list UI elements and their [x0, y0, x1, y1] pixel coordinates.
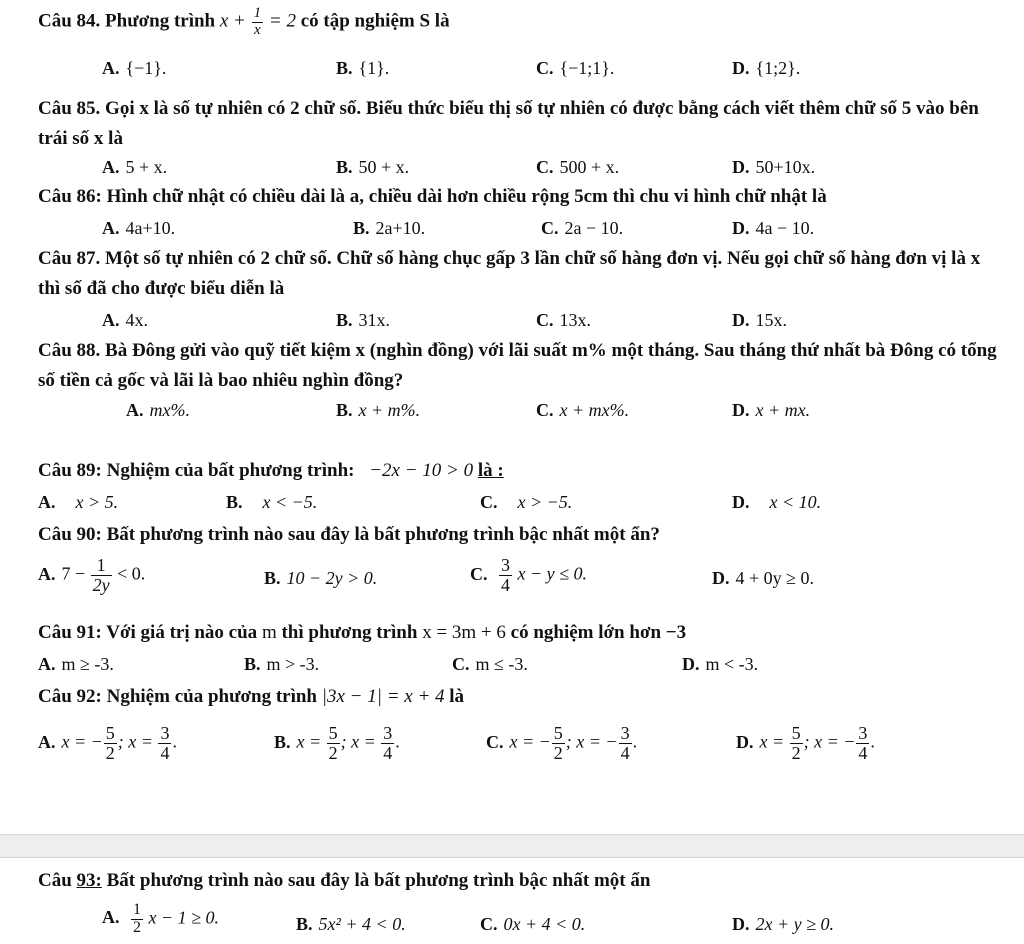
- q88-option-b: B. x + m%.: [336, 400, 421, 420]
- q85-option-a: A. 5 + x.: [102, 157, 168, 177]
- q87-option-a: A. 4x.: [102, 310, 148, 330]
- q84-option-b: B. {1}.: [336, 58, 390, 78]
- question-92: [38, 684, 464, 710]
- q89-option-c: C. x > −5.: [480, 492, 573, 512]
- q85-option-c: C. 500 + x.: [536, 157, 620, 177]
- question-93: [38, 868, 650, 894]
- q84-tail: có tập nghiệm S là: [300, 10, 450, 32]
- q93-option-b: B. 5x² + 4 < 0.: [296, 914, 406, 934]
- q93-tail: Bất phương trình nào sau đây là bất phương trình bậc nhất một ẩn: [106, 870, 651, 891]
- q87-option-c: C. 13x.: [536, 310, 591, 330]
- q84-eq-rhs: = 2: [268, 10, 296, 32]
- q84-option-a: A. {−1}.: [102, 58, 167, 78]
- q87-option-b: B. 31x.: [336, 310, 391, 330]
- q84-option-d: D. {1;2}.: [732, 58, 801, 78]
- q93-number: 93:: [76, 870, 102, 891]
- question-90: Câu 90: Bất phương trình nào sau đây là bất phương trình bậc nhất một ẩn?: [38, 524, 660, 545]
- q92-label: Câu 92: Nghiệm của phương trình: [38, 686, 317, 707]
- q92-option-b: B. x = $\frac{5}{2}$ ; x = $\frac{3}{4}$ .: [274, 723, 400, 763]
- q89-inequality: −2x − 10 > 0: [369, 460, 474, 481]
- q86-option-a: A. 4a+10.: [102, 218, 176, 238]
- question-91: [38, 620, 686, 646]
- q91-var: m: [261, 622, 277, 643]
- page-break: [0, 834, 1024, 858]
- q89-tail: là :: [477, 460, 504, 481]
- q86-option-c: C. 2a − 10.: [541, 218, 624, 238]
- q89-option-b: B. x < −5.: [226, 492, 318, 512]
- q93-label: Câu: [38, 870, 72, 891]
- question-89: [38, 458, 504, 484]
- question-87: Câu 87. Một số tự nhiên có 2 chữ số. Chữ số hàng chục gấp 3 lần chữ số hàng đơn vị. Nếu gọi chữ số hàng đơn vị là x thì số đã cho được biểu diễn là: [38, 248, 981, 299]
- q92-equation: |3x − 1| = x + 4: [321, 686, 445, 707]
- q92-option-d: D. x = $\frac{5}{2}$ ; x = − $\frac{3}{4}$ .: [736, 723, 875, 763]
- q85-option-b: B. 50 + x.: [336, 157, 410, 177]
- q84-eq-lhs: x +: [219, 10, 246, 32]
- q92-tail: là: [449, 686, 465, 707]
- q91-option-c: C. m ≤ -3.: [452, 654, 528, 674]
- q90-option-b: B. 10 − 2y > 0.: [264, 568, 378, 588]
- q84-option-c: C. {−1;1}.: [536, 58, 615, 78]
- q89-label: Câu 89: Nghiệm của bất phương trình:: [38, 460, 355, 481]
- question-85: Câu 85. Gọi x là số tự nhiên có 2 chữ số. Biểu thức biểu thị số tự nhiên có được bằng cách viết thêm chữ số 5 vào bên trái số x là: [38, 98, 979, 149]
- q86-option-d: D. 4a − 10.: [732, 218, 815, 238]
- question-88: Câu 88. Bà Đông gửi vào quỹ tiết kiệm x (nghìn đồng) với lãi suất m% một tháng. Sau tháng thứ nhất bà Đông có tổng số tiền cả gốc và lãi là bao nhiêu nghìn đồng?: [38, 340, 997, 391]
- q93-option-c: C. 0x + 4 < 0.: [480, 914, 586, 934]
- q91-option-d: D. m < -3.: [682, 654, 759, 674]
- q92-option-c: C. x = − $\frac{5}{2}$ ; x = − $\frac{3}{4}$ .: [486, 723, 638, 763]
- q91-option-a: A. m ≥ -3.: [38, 654, 114, 674]
- q87-option-d: D. 15x.: [732, 310, 787, 330]
- q84-frac-num: 1: [253, 5, 262, 21]
- q84-frac-den: x: [254, 21, 261, 38]
- question-86: Câu 86: Hình chữ nhật có chiều dài là a, chiều dài hơn chiều rộng 5cm thì chu vi hình chữ nhật là: [38, 186, 827, 207]
- q91-tail: có nghiệm lớn hơn −3: [510, 622, 687, 643]
- q89-option-a: A. x > 5.: [38, 492, 119, 512]
- q90-option-d: D. 4 + 0y ≥ 0.: [712, 568, 815, 588]
- q88-option-c: C. x + mx%.: [536, 400, 630, 420]
- q86-option-b: B. 2a+10.: [353, 218, 426, 238]
- question-84: [38, 6, 450, 39]
- q90-option-a: A. 7 − $\frac{1}{2y}$ < 0.: [38, 555, 146, 595]
- q91-option-b: B. m > -3.: [244, 654, 320, 674]
- q88-option-d: D. x + mx.: [732, 400, 811, 420]
- q90-option-c: C. $\frac{3}{4}$ x − y ≤ 0.: [470, 555, 588, 595]
- q91-equation: x = 3m + 6: [422, 622, 506, 643]
- q93-option-d: D. 2x + y ≥ 0.: [732, 914, 835, 934]
- q93-option-a: A. $\frac{1}{2}$ x − 1 ≥ 0.: [102, 901, 220, 936]
- q91-mid: thì phương trình: [281, 622, 418, 643]
- q91-label: Câu 91: Với giá trị nào của: [38, 622, 258, 643]
- q84-label: Câu 84. Phương trình: [38, 10, 216, 32]
- q85-option-d: D. 50+10x.: [732, 157, 816, 177]
- q92-option-a: A. x = − $\frac{5}{2}$ ; x = $\frac{3}{4}$ .: [38, 723, 177, 763]
- q89-option-d: D. x < 10.: [732, 492, 822, 512]
- q88-option-a: A. mx%.: [126, 400, 190, 420]
